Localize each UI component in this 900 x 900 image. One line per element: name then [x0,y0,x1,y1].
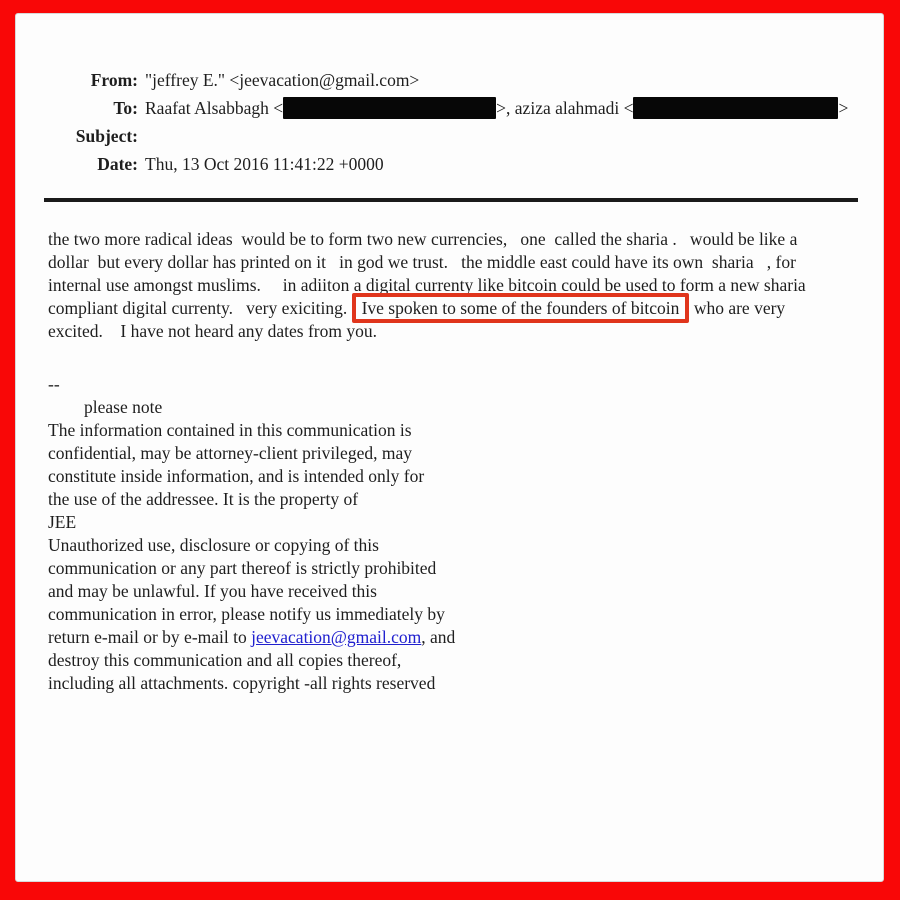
signature-line: communication or any part thereof is strictly prohibited [48,558,437,578]
to-close-bracket: > [838,98,849,118]
signature-line: including all attachments. copyright -all rights reserved [48,673,436,693]
email-document [15,13,884,882]
highlight-annotation-box: Ive spoken to some of the founders of bitcoin [352,293,690,323]
body-text: internal use amongst muslims. in adiiton [48,275,354,295]
subject-label: Subject: [75,126,138,146]
signature-email-line [48,626,478,649]
body-text: form a new sharia [675,275,806,295]
date-label: Date: [97,154,138,174]
email-header [16,14,883,178]
email-link[interactable]: jeevacation@gmail.com [251,627,422,647]
to-recipient-1: Raafat Alsabbagh < [145,98,284,118]
signature-line: constitute inside information, and is intended only for [48,466,425,486]
body-line [48,297,855,320]
from-label: From: [90,70,138,90]
body-text: compliant digital currenty. very exiciting. [48,298,352,318]
date-value: Thu, 13 Oct 2016 11:41:22 +0000 [145,154,384,174]
email-body [48,228,855,343]
signature-line: The information contained in this communication is [48,420,412,440]
signature-text: , and [421,627,456,647]
signature-text: return e-mail or by e-mail to [48,627,252,647]
signature-line: and may be unlawful. If you have received this [48,581,377,601]
from-row [16,66,883,94]
to-recipient-2: >, aziza alahmadi < [496,98,634,118]
signature-line: destroy this communication and all copies thereof, [48,650,402,670]
body-line: excited. I have not heard any dates from you. [48,321,377,341]
signature-note: please note [84,397,163,417]
underlined-phrase: a digital currenty like bitcoin could be used to [353,275,676,295]
to-label: To: [113,98,138,118]
body-text: who are very [689,298,786,318]
email-signature [48,373,478,695]
redaction-box-2 [633,97,838,119]
signature-line: confidential, may be attorney-client privileged, may [48,443,412,463]
body-line: the two more radical ideas would be to form two new currencies, one called the sharia . would be like a [48,229,798,249]
signature-separator: -- [48,374,60,394]
signature-line: the use of the addressee. It is the property of [48,489,359,509]
signature-line: communication in error, please notify us immediately by [48,604,445,624]
signature-line: JEE [48,512,77,532]
to-row [16,94,883,122]
signature-line: Unauthorized use, disclosure or copying of this [48,535,379,555]
to-value [138,94,848,122]
redaction-box-1 [283,97,496,119]
subject-value [138,122,145,150]
from-value: "jeffrey E." <jeevacation@gmail.com> [145,70,420,90]
body-line: dollar but every dollar has printed on it in god we trust. the middle east could have its own sharia , for [48,252,796,272]
header-divider [44,198,858,202]
date-row [16,150,883,178]
subject-row [16,122,883,150]
